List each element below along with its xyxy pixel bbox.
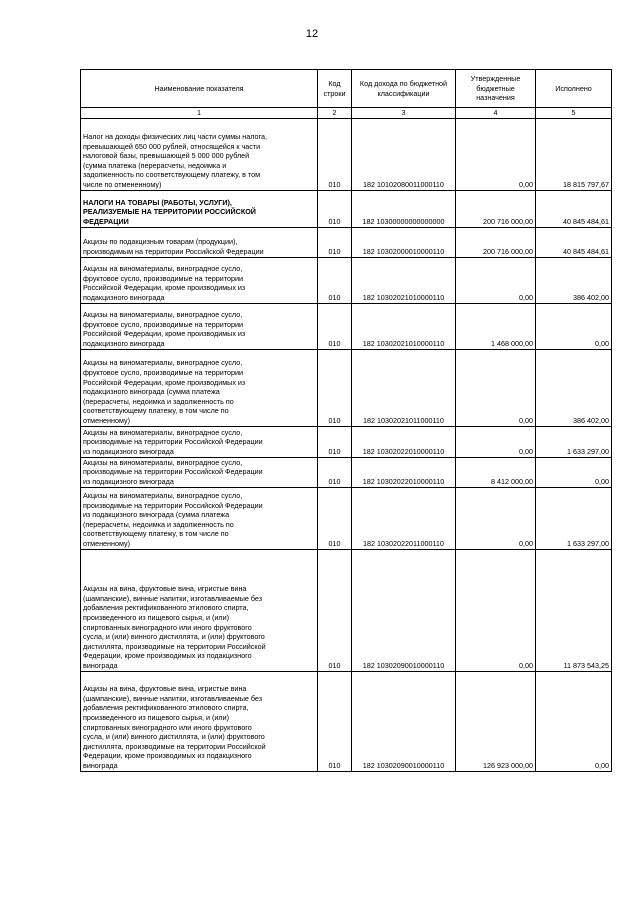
row-executed-cell: 18 815 797,67 <box>536 118 612 190</box>
row-approved-cell: 0,00 <box>456 118 536 190</box>
row-executed-cell: 40 845 484,61 <box>536 190 612 227</box>
row-executed-cell: 386 402,00 <box>536 349 612 426</box>
row-name-cell: Акцизы на виноматериалы, виноградное сусло, производимые на территории Российской Федерации из подакцизного винограда <box>81 426 318 457</box>
row-kbk-cell: 182 10302022010000110 <box>352 426 456 457</box>
row-name-cell: Акцизы на виноматериалы, виноградное сусло, фруктовое сусло, производимые на территории Российской Федерации, кроме производимых из подакцизного винограда <box>81 303 318 349</box>
row-code-cell: 010 <box>318 487 352 549</box>
row-approved-cell: 200 716 000,00 <box>456 227 536 257</box>
row-name-cell: Акцизы на вина, фруктовые вина, игристые вина (шампанские), винные напитки, изготавливаемые без добавления ректификованного этилового спирта, произведенного из пищевого сырья, и (или) спиртованных виноградного или иного фруктового сусла, и (или) винного дистиллята, и (или) фруктового дистиллята, производимые на территории Российской Федерации, кроме производимых из подакцизного винограда <box>81 671 318 771</box>
row-approved-cell: 0,00 <box>456 426 536 457</box>
row-name-cell: Акцизы на вина, фруктовые вина, игристые вина (шампанские), винные напитки, изготавливаемые без добавления ректификованного этилового спирта, произведенного из пищевого сырья, и (или) спиртованных виноградного или иного фруктового сусла, и (или) винного дистиллята, и (или) фруктового дистиллята, производимые на территории Российской Федерации, кроме производимых из подакцизного винограда <box>81 549 318 671</box>
row-executed-cell: 386 402,00 <box>536 257 612 303</box>
row-code-cell: 010 <box>318 118 352 190</box>
table-row <box>81 303 612 349</box>
row-kbk-cell: 182 10300000000000000 <box>352 190 456 227</box>
table-row <box>81 671 612 771</box>
row-executed-cell: 1 633 297,00 <box>536 426 612 457</box>
row-executed-cell: 0,00 <box>536 457 612 487</box>
table-header-row <box>81 70 612 108</box>
row-name-cell: Акцизы на виноматериалы, виноградное сусло, фруктовое сусло, производимые на территории Российской Федерации, кроме производимых из подакцизного винограда <box>81 257 318 303</box>
row-approved-cell: 0,00 <box>456 487 536 549</box>
table-row <box>81 227 612 257</box>
row-name-cell: Акцизы на виноматериалы, виноградное сусло, производимые на территории Российской Федерации из подакцизного винограда <box>81 457 318 487</box>
table-row <box>81 349 612 426</box>
header-name: Наименование показателя <box>81 70 318 108</box>
row-kbk-cell: 182 10302021010000110 <box>352 257 456 303</box>
column-number-row <box>81 108 612 119</box>
row-code-cell: 010 <box>318 457 352 487</box>
table-row <box>81 487 612 549</box>
table-row <box>81 118 612 190</box>
row-executed-cell: 0,00 <box>536 303 612 349</box>
budget-execution-table <box>80 69 612 772</box>
row-kbk-cell: 182 10102080011000110 <box>352 118 456 190</box>
table-row <box>81 426 612 457</box>
page-number: 12 <box>305 28 319 40</box>
header-executed: Исполнено <box>536 70 612 108</box>
row-kbk-cell: 182 10302022011000110 <box>352 487 456 549</box>
row-kbk-cell: 182 10302021011000110 <box>352 349 456 426</box>
row-code-cell: 010 <box>318 257 352 303</box>
header-kbk: Код дохода по бюджетной классификации <box>352 70 456 108</box>
row-executed-cell: 0,00 <box>536 671 612 771</box>
column-number: 1 <box>81 108 318 119</box>
row-code-cell: 010 <box>318 671 352 771</box>
row-kbk-cell: 182 10302022010000110 <box>352 457 456 487</box>
header-row-code: Код строки <box>318 70 352 108</box>
row-approved-cell: 0,00 <box>456 549 536 671</box>
row-executed-cell: 40 845 484,61 <box>536 227 612 257</box>
column-number: 4 <box>456 108 536 119</box>
row-code-cell: 010 <box>318 190 352 227</box>
row-approved-cell: 200 716 000,00 <box>456 190 536 227</box>
row-code-cell: 010 <box>318 426 352 457</box>
row-code-cell: 010 <box>318 303 352 349</box>
table-row <box>81 457 612 487</box>
row-name-cell: Акцизы на виноматериалы, виноградное сусло, производимые на территории Российской Федерации из подакцизного винограда (сумма платежа (перерасчеты, недоимка и задолженность по соответствующему платежу, в том числе по отмененному) <box>81 487 318 549</box>
row-kbk-cell: 182 10302090010000110 <box>352 671 456 771</box>
table-row <box>81 257 612 303</box>
column-number: 5 <box>536 108 612 119</box>
table-body <box>81 118 612 771</box>
row-name-cell: Налог на доходы физических лиц части суммы налога, превышающей 650 000 рублей, относящейся к части налоговой базы, превышающей 5 000 000 рублей (сумма платежа (перерасчеты, недоимка и задолженность по соответствующему платежу, в том числе по отмененному) <box>81 118 318 190</box>
column-number: 3 <box>352 108 456 119</box>
row-executed-cell: 11 873 543,25 <box>536 549 612 671</box>
row-code-cell: 010 <box>318 349 352 426</box>
row-code-cell: 010 <box>318 227 352 257</box>
row-approved-cell: 0,00 <box>456 257 536 303</box>
row-code-cell: 010 <box>318 549 352 671</box>
row-kbk-cell: 182 10302090010000110 <box>352 549 456 671</box>
table-row <box>81 549 612 671</box>
row-name-cell: Акцизы на виноматериалы, виноградное сусло, фруктовое сусло, производимые на территории Российской Федерации, кроме производимых из подакцизного винограда (сумма платежа (перерасчеты, недоимка и задолженность по соответствующему платежу, в том числе по отмененному) <box>81 349 318 426</box>
row-approved-cell: 126 923 000,00 <box>456 671 536 771</box>
row-kbk-cell: 182 10302021010000110 <box>352 303 456 349</box>
column-number: 2 <box>318 108 352 119</box>
row-executed-cell: 1 633 297,00 <box>536 487 612 549</box>
row-name-cell: НАЛОГИ НА ТОВАРЫ (РАБОТЫ, УСЛУГИ), РЕАЛИЗУЕМЫЕ НА ТЕРРИТОРИИ РОССИЙСКОЙ ФЕДЕРАЦИИ <box>81 190 318 227</box>
row-name-cell: Акцизы по подакцизным товарам (продукции), производимым на территории Российской Федерации <box>81 227 318 257</box>
row-approved-cell: 0,00 <box>456 349 536 426</box>
table-row <box>81 190 612 227</box>
header-approved: Утвержденные бюджетные назначения <box>456 70 536 108</box>
row-kbk-cell: 182 10302000010000110 <box>352 227 456 257</box>
row-approved-cell: 8 412 000,00 <box>456 457 536 487</box>
row-approved-cell: 1 468 000,00 <box>456 303 536 349</box>
